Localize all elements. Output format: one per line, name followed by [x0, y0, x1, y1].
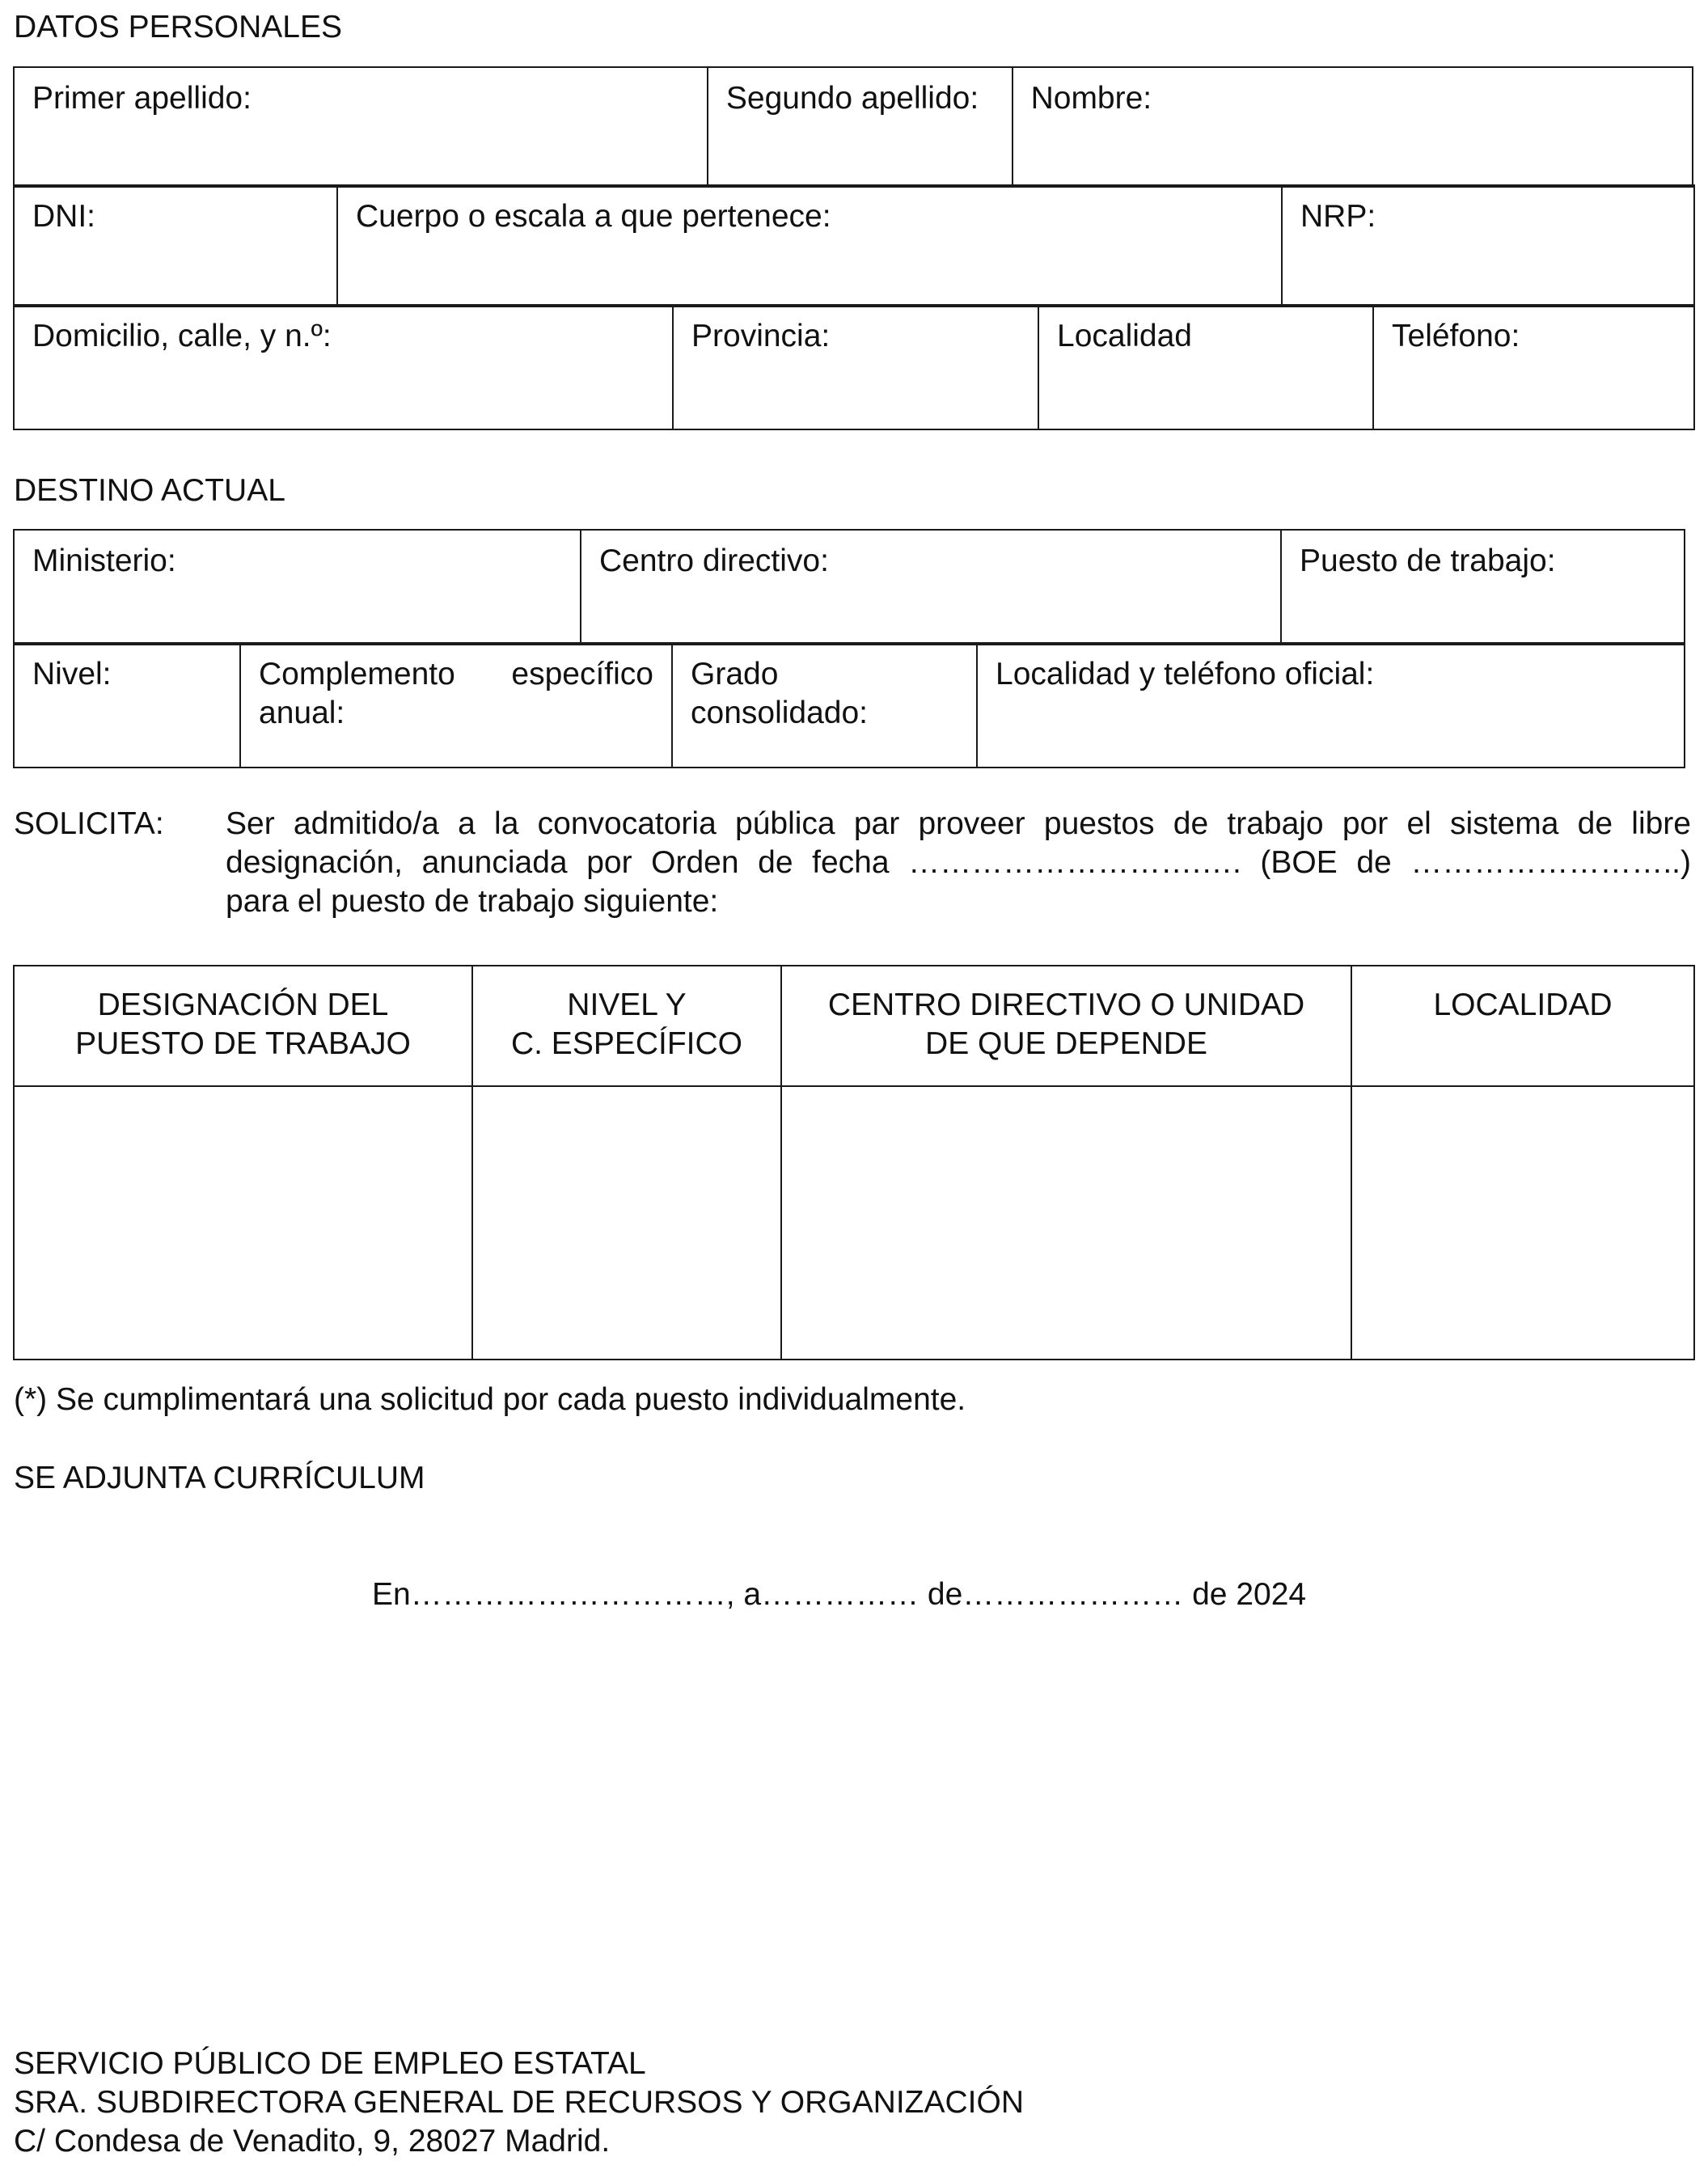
- note-text: (*) Se cumplimentará una solicitud por cada puesto individualmente.: [14, 1382, 966, 1417]
- domicilio-field[interactable]: [14, 305, 673, 429]
- header-designacion-line-2: PUESTO DE TRABAJO: [75, 1026, 411, 1061]
- date-line: En…………………………, a…………… de………………… de 2024: [372, 1577, 1307, 1612]
- header-localidad-line-1: LOCALIDAD: [1433, 987, 1613, 1022]
- cuerpo-field[interactable]: [337, 185, 1282, 307]
- dni-label: DNI:: [32, 199, 95, 234]
- telefono-label: Teléfono:: [1392, 319, 1520, 353]
- nrp-field[interactable]: [1282, 185, 1694, 307]
- header-designacion-line-1: DESIGNACIÓN DEL: [97, 987, 389, 1022]
- puesto-table-row: [14, 1086, 1694, 1360]
- grado-label: Grado consolidado:: [691, 657, 868, 730]
- footer-address: C/ Condesa de Venadito, 9, 28027 Madrid.: [14, 2124, 611, 2159]
- adjunta-text: SE ADJUNTA CURRÍCULUM: [14, 1461, 425, 1495]
- header-centro-line-2: DE QUE DEPENDE: [925, 1026, 1207, 1061]
- nivel-cell[interactable]: [472, 1086, 781, 1360]
- segundo-apellido-field[interactable]: [708, 67, 1013, 187]
- dni-field[interactable]: [14, 185, 337, 307]
- ministerio-label: Ministerio:: [32, 543, 176, 578]
- nombre-field[interactable]: [1013, 67, 1693, 187]
- cuerpo-label: Cuerpo o escala a que pertenece:: [356, 199, 831, 234]
- solicita-line-1: Ser admitido/a a la convocatoria pública par proveer puestos de trabajo por el sistema de libre: [226, 806, 1691, 841]
- localidad-telefono-field[interactable]: [977, 643, 1685, 768]
- localidad-cell[interactable]: [1351, 1086, 1694, 1360]
- footer-recipient: SRA. SUBDIRECTORA GENERAL DE RECURSOS Y ORGANIZACIÓN: [14, 2085, 1024, 2120]
- header-centro: [781, 966, 1351, 1086]
- complemento-field[interactable]: [240, 643, 672, 768]
- designacion-cell[interactable]: [14, 1086, 472, 1360]
- localidad-telefono-label: Localidad y teléfono oficial:: [996, 657, 1375, 691]
- solicita-text: [226, 805, 1691, 921]
- provincia-field[interactable]: [673, 305, 1038, 429]
- header-nivel-line-1: NIVEL Y: [567, 987, 687, 1022]
- puesto-table-header-row: [14, 966, 1694, 1086]
- telefono-field[interactable]: [1373, 305, 1694, 429]
- centro-cell[interactable]: [781, 1086, 1351, 1360]
- complemento-label: Complemento específico anual:: [259, 657, 653, 730]
- primer-apellido-label: Primer apellido:: [32, 81, 252, 116]
- nivel-label: Nivel:: [32, 657, 112, 691]
- datos-personales-heading: DATOS PERSONALES: [14, 10, 343, 44]
- nrp-label: NRP:: [1300, 199, 1376, 234]
- solicita-line-3: para el puesto de trabajo siguiente:: [226, 884, 719, 919]
- footer-organism: SERVICIO PÚBLICO DE EMPLEO ESTATAL: [14, 2046, 646, 2081]
- destino-actual-row1: [13, 529, 1685, 645]
- domicilio-label: Domicilio, calle, y n.º:: [32, 319, 332, 353]
- solicita-line-2: designación, anunciada por Orden de fecha ……………………….…. (BOE de ……………………..): [226, 845, 1691, 880]
- segundo-apellido-label: Segundo apellido:: [725, 81, 979, 116]
- ministerio-field[interactable]: [14, 530, 581, 645]
- solicita-label: SOLICITA:: [14, 806, 164, 841]
- header-localidad: [1351, 966, 1694, 1086]
- puesto-trabajo-field[interactable]: [1281, 530, 1685, 645]
- grado-field[interactable]: [672, 643, 977, 768]
- header-nivel-line-2: C. ESPECÍFICO: [510, 1026, 743, 1061]
- puesto-table: [13, 965, 1695, 1360]
- puesto-trabajo-label: Puesto de trabajo:: [1300, 543, 1556, 578]
- provincia-label: Provincia:: [691, 319, 831, 353]
- localidad-field[interactable]: [1038, 305, 1373, 429]
- datos-personales-table: [13, 66, 1693, 188]
- centro-directivo-field[interactable]: [581, 530, 1281, 645]
- nivel-field[interactable]: [14, 643, 240, 768]
- header-centro-line-1: CENTRO DIRECTIVO O UNIDAD: [827, 987, 1305, 1022]
- localidad-label: Localidad: [1057, 319, 1192, 353]
- nombre-label: Nombre:: [1030, 81, 1152, 116]
- datos-personales-row2: [13, 184, 1695, 307]
- header-designacion: [14, 966, 472, 1086]
- centro-directivo-label: Centro directivo:: [599, 543, 829, 578]
- header-nivel: [472, 966, 781, 1086]
- destino-actual-heading: DESTINO ACTUAL: [14, 473, 285, 508]
- destino-actual-row2: [13, 642, 1685, 768]
- datos-personales-row3: [13, 304, 1695, 430]
- primer-apellido-field[interactable]: [14, 67, 708, 187]
